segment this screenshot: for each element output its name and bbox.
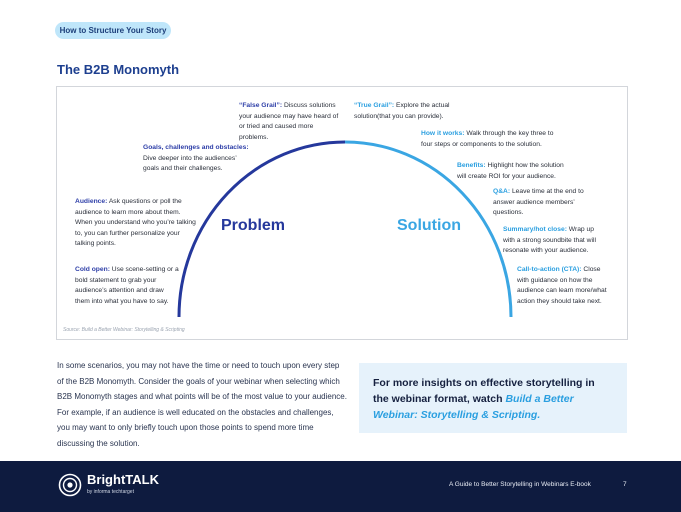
step-true-grail (354, 101, 456, 122)
step-qa (493, 187, 585, 219)
step-goals (143, 143, 251, 175)
step-key: Benefits: (457, 162, 486, 169)
brighttalk-logo-icon (58, 473, 82, 497)
solution-label: Solution (397, 217, 461, 234)
step-text: Use scene-setting or a bold statement to grab your audience’s attention and draw them into what you have to say. (75, 266, 179, 305)
body-paragraph: In some scenarios, you may not have the time or need to touch upon every step of the B2B Monomyth. Consider the goals of your webinar when selecting which B2B Monomyth stages and what points will be of the most value to your audience. For example, if an audience is well educated on the obstacles and challenges, you may want to only briefly touch upon those points to spend more time discussing the solution. (57, 361, 347, 448)
step-false-grail (239, 101, 343, 143)
step-key: “False Grail”: (239, 102, 283, 109)
step-key: Call-to-action (CTA): (517, 266, 582, 273)
step-key: Cold open: (75, 266, 110, 273)
step-text: Wrap up with a strong soundbite that will resonate with your audience. (503, 226, 596, 255)
step-key: Goals, challenges and obstacles: (143, 144, 249, 151)
brand-name: BrightTALK (87, 472, 159, 487)
step-key: Q&A: (493, 188, 511, 195)
step-key: How it works: (421, 130, 465, 137)
callout-text: For more insights on effective storytelling in the webinar format, watch (373, 377, 595, 405)
document-title: A Guide to Better Storytelling in Webinars E-book (449, 481, 591, 488)
step-text: Walk through the key three to four steps or components to the solution. (421, 130, 554, 148)
step-how-it-works (421, 129, 561, 150)
step-benefits (457, 161, 573, 182)
callout-link[interactable]: Build a Better Webinar: Storytelling & Scripting. (373, 393, 574, 421)
step-text: Leave time at the end to answer audience members’ questions. (493, 188, 584, 217)
step-text: Highlight how the solution will create ROI for your audience. (457, 162, 564, 180)
step-text: Dive deeper into the audiences’ goals and their challenges. (143, 154, 237, 173)
problem-label: Problem (221, 217, 286, 234)
step-key: Audience: (75, 198, 108, 205)
page-title: The B2B Monomyth (57, 62, 180, 77)
step-text: Close with guidance on how the audience can learn more/what action they should take next. (517, 266, 607, 305)
diagram-source: Source: Build a Better Webinar: Storytelling & Scripting (63, 327, 185, 333)
step-cold-open (75, 265, 179, 307)
callout-box (359, 363, 627, 433)
step-summary (503, 225, 607, 257)
step-text: Explore the actual solution(that you can provide). (354, 102, 450, 120)
brand-subtitle: by informa techtarget (87, 489, 134, 495)
step-key: “True Grail”: (354, 102, 395, 109)
monomyth-diagram (56, 86, 628, 340)
footer (0, 461, 681, 512)
section-pill: How to Structure Your Story (55, 22, 171, 39)
step-text: Ask questions or poll the audience to learn more about them. When you understand who you’re talking to, you can further personalize your talking points. (75, 198, 196, 248)
step-cta (517, 265, 613, 307)
step-key: Summary/hot close: (503, 226, 567, 233)
page-number: 7 (623, 481, 627, 488)
step-text: Discuss solutions your audience may have heard of or tried and caused more problems. (239, 102, 339, 141)
step-audience (75, 197, 197, 250)
